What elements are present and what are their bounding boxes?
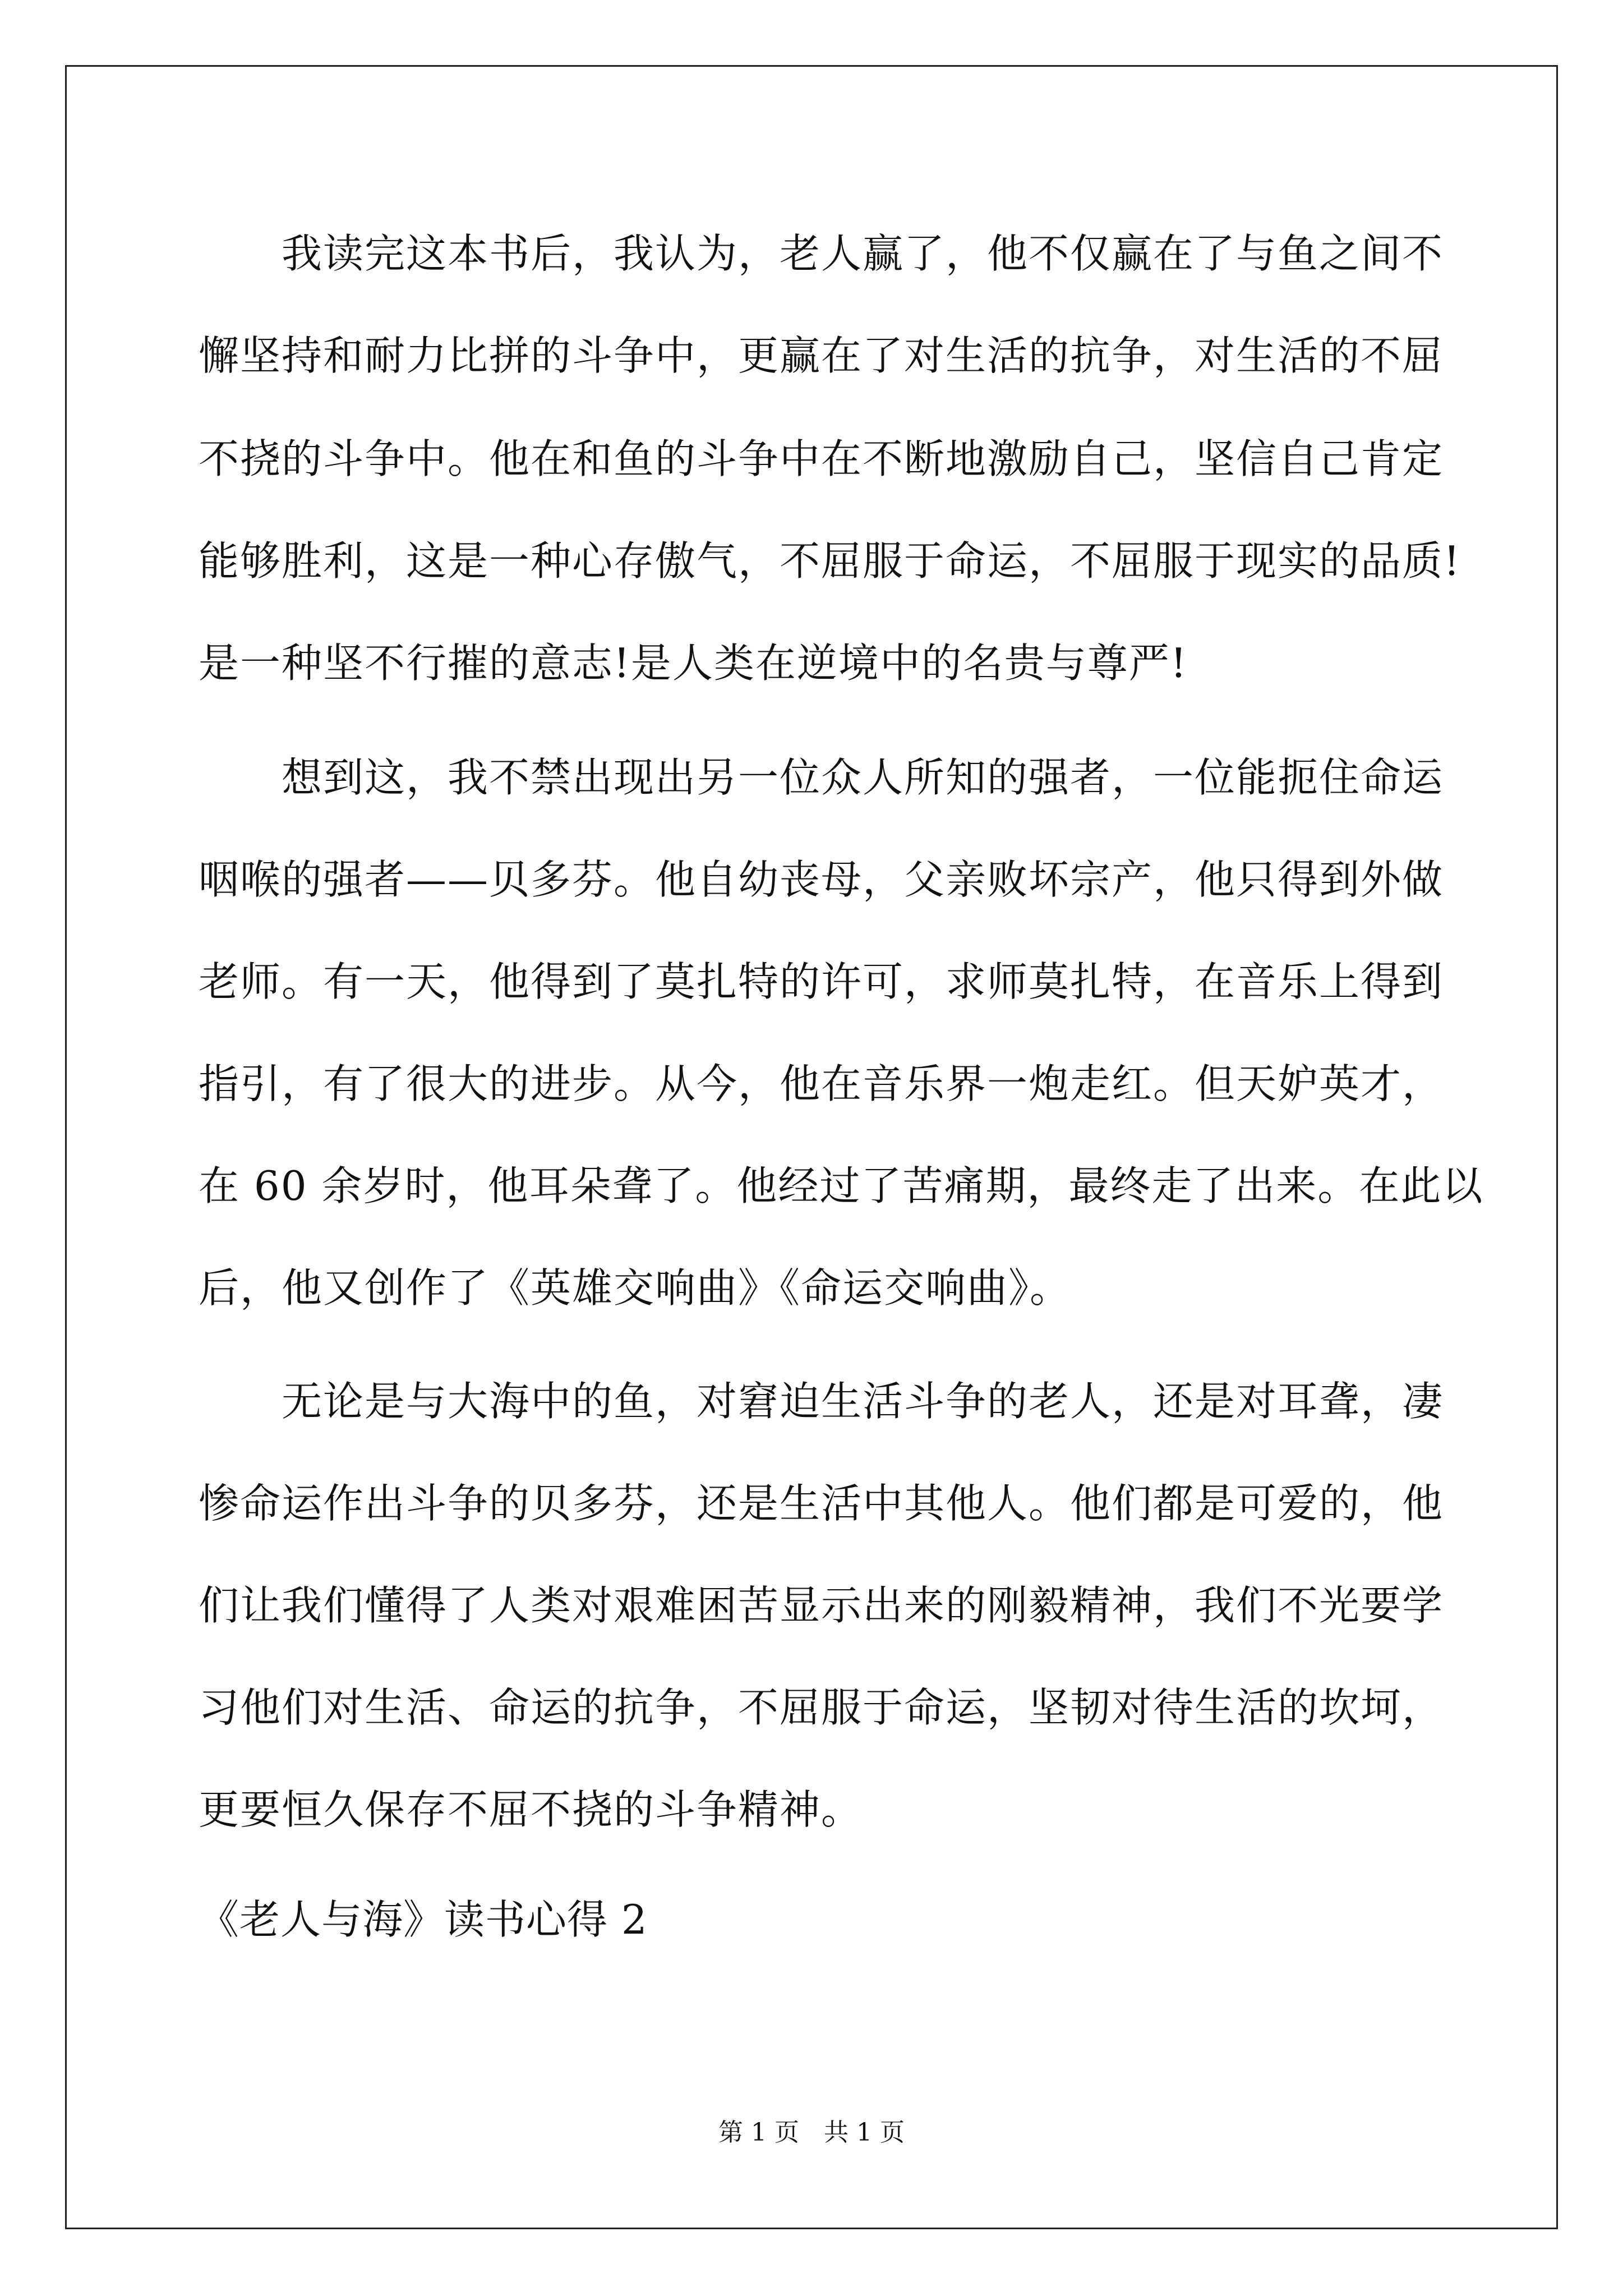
paragraph-2-line-2: 咽喉的强者——贝多芬。他自幼丧母，父亲败坏宗产，他只得到外做 xyxy=(199,856,1444,903)
paragraph-3-line-5: 更要恒久保存不屈不挠的斗争精神。 xyxy=(199,1786,863,1833)
paragraph-2-line-1: 想到这，我不禁出现出另一位众人所知的强者，一位能扼住命运 xyxy=(199,754,1444,801)
paragraph-2-line-6: 后，他又创作了《英雄交响曲》《命运交响曲》。 xyxy=(199,1264,1072,1312)
page-number: 第 1 页 共 1 页 xyxy=(718,2118,905,2147)
page-footer xyxy=(0,2120,1623,2145)
paragraph-2-line-4: 指引，有了很大的进步。从今，他在音乐界一炮走红。但天妒英才， xyxy=(199,1060,1444,1107)
paragraph-1-line-1: 我读完这本书后，我认为，老人赢了，他不仅赢在了与鱼之间不 xyxy=(199,230,1444,277)
next-section-heading: 《老人与海》读书心得 2 xyxy=(199,1896,648,1943)
paragraph-3-line-4: 习他们对生活、命运的抗争，不屈服于命运，坚韧对待生活的坎坷， xyxy=(199,1684,1444,1731)
paragraph-1-line-3: 不挠的斗争中。他在和鱼的斗争中在不断地激励自己，坚信自己肯定 xyxy=(199,435,1444,482)
paragraph-1-line-4: 能够胜利，这是一种心存傲气，不屈服于命运，不屈服于现实的品质! xyxy=(199,537,1461,585)
paragraph-2-line-5: 在 60 余岁时，他耳朵聋了。他经过了苦痛期，最终走了出来。在此以 xyxy=(199,1162,1484,1209)
paragraph-3-line-3: 们让我们懂得了人类对艰难困苦显示出来的刚毅精神，我们不光要学 xyxy=(199,1582,1444,1629)
paragraph-1-line-2: 懈坚持和耐力比拼的斗争中，更赢在了对生活的抗争，对生活的不屈 xyxy=(199,332,1444,379)
paragraph-3-line-1: 无论是与大海中的鱼，对窘迫生活斗争的老人，还是对耳聋，凄 xyxy=(199,1378,1444,1425)
paragraph-3-line-2: 惨命运作出斗争的贝多芬，还是生活中其他人。他们都是可爱的，他 xyxy=(199,1480,1444,1527)
paragraph-1-line-5: 是一种坚不行摧的意志!是人类在逆境中的名贵与尊严! xyxy=(199,639,1188,687)
paragraph-2-line-3: 老师。有一天，他得到了莫扎特的许可，求师莫扎特，在音乐上得到 xyxy=(199,958,1444,1005)
